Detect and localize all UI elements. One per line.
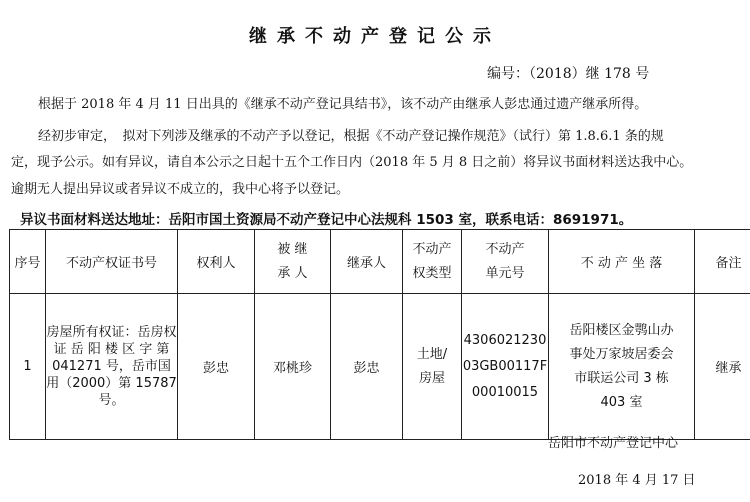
cell-remark: 继承 bbox=[695, 294, 750, 440]
cell-unit-no-line1: 4306021230 bbox=[463, 332, 547, 348]
document-number: 编号：（2018）继 178 号 bbox=[487, 66, 650, 82]
cell-location-line3: 市联运公司 3 栋 bbox=[574, 370, 669, 386]
cell-prop-type bbox=[403, 294, 462, 440]
cell-seq: 1 bbox=[10, 294, 46, 440]
paragraph-review-line2: 定，现予公示。如有异议，请自本公示之日起十五个工作日内（2018 年 5 月 8 日之前）将异议书面材料送达我中心。 bbox=[11, 155, 693, 170]
header-seq: 序号 bbox=[10, 230, 46, 294]
objection-address: 异议书面材料送达地址：岳阳市国土资源局不动产登记中心法规科 1503 室，联系电话：8691971。 bbox=[20, 212, 633, 228]
header-unit-no bbox=[462, 230, 549, 294]
cell-heir: 彭忠 bbox=[331, 294, 403, 440]
header-heir: 继承人 bbox=[331, 230, 403, 294]
issuer-name: 岳阳市不动产登记中心 bbox=[548, 436, 679, 451]
cell-location bbox=[549, 294, 695, 440]
table-row bbox=[10, 294, 750, 440]
cell-location-line1: 岳阳楼区金鹗山办 bbox=[569, 322, 674, 338]
header-remark: 备注 bbox=[695, 230, 750, 294]
header-inherited-line1: 被 继 bbox=[277, 241, 308, 257]
header-inherited bbox=[255, 230, 331, 294]
cell-prop-type-line2: 房屋 bbox=[418, 370, 445, 386]
header-cert-no: 不动产权证书号 bbox=[46, 230, 178, 294]
cell-holder: 彭忠 bbox=[178, 294, 255, 440]
header-unit-no-line2: 单元号 bbox=[485, 265, 525, 281]
header-prop-type-line1: 不动产 bbox=[412, 241, 452, 257]
issue-date: 2018 年 4 月 17 日 bbox=[578, 473, 696, 488]
header-location: 不 动 产 坐 落 bbox=[549, 230, 695, 294]
table-header-row bbox=[10, 230, 750, 294]
cell-unit-no bbox=[462, 294, 549, 440]
cell-location-line4: 403 室 bbox=[600, 394, 643, 410]
paragraph-review-line1: 经初步审定， 拟对下列涉及继承的不动产予以登记，根据《不动产登记操作规范》（试行）第 1.8.6.1 条的规 bbox=[38, 129, 664, 144]
header-holder: 权利人 bbox=[178, 230, 255, 294]
header-unit-no-line1: 不动产 bbox=[485, 241, 525, 257]
registration-table bbox=[9, 229, 750, 440]
cell-prop-type-line1: 土地/ bbox=[416, 346, 448, 362]
header-prop-type bbox=[403, 230, 462, 294]
cell-cert-no: 房屋所有权证：岳房权证 岳 阳 楼 区 字 第 041271 号，岳市国用（2000）第 15787 号。 bbox=[46, 294, 178, 440]
cell-unit-no-line3: 00010015 bbox=[471, 384, 539, 400]
notice-title: 继承不动产登记公示 bbox=[249, 26, 501, 47]
paragraph-basis: 根据于 2018 年 4 月 11 日出具的《继承不动产登记具结书》，该不动产由继承人彭忠通过遗产继承所得。 bbox=[38, 97, 648, 112]
header-inherited-line2: 承 人 bbox=[277, 265, 308, 281]
cell-location-line2: 事处万家坡居委会 bbox=[569, 346, 674, 362]
cell-inherited: 邓桃珍 bbox=[255, 294, 331, 440]
paragraph-overdue: 逾期无人提出异议或者异议不成立的，我中心将予以登记。 bbox=[11, 182, 350, 197]
cell-unit-no-line2: 03GB00117F bbox=[462, 358, 548, 374]
header-prop-type-line2: 权类型 bbox=[412, 265, 452, 281]
